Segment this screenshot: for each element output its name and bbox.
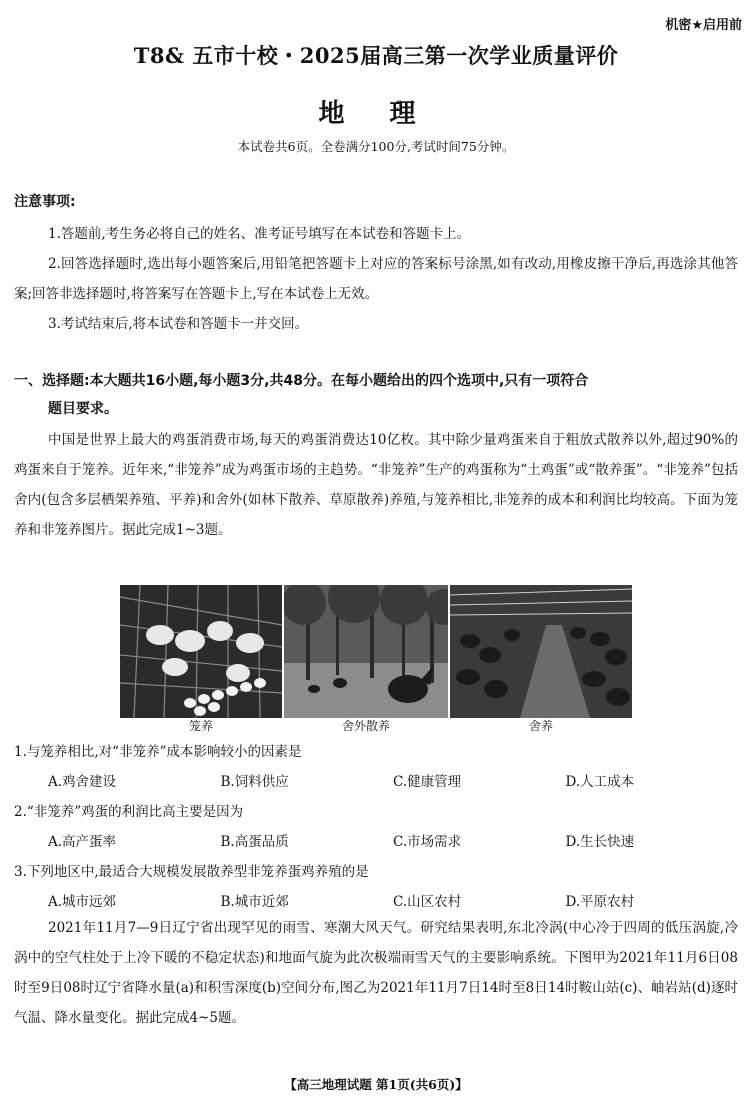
- confidential-mark: 机密★启用前: [665, 18, 742, 33]
- option-c: C.市场需求: [393, 834, 462, 850]
- note-item: 1.答题前,考生务必将自己的姓名、准考证号填写在本试卷和答题卡上。: [48, 226, 471, 242]
- cage-photo: [120, 585, 282, 718]
- option-b: B.城市近郊: [220, 894, 289, 910]
- question-3: [14, 857, 738, 917]
- question-stem: 3.下列地区中,最适合大规模发展散养型非笼养蛋鸡养殖的是: [14, 864, 369, 880]
- option-d: D.人工成本: [565, 774, 635, 790]
- passage-liaoning-weather: 2021年11月7—9日辽宁省出现罕见的雨雪、寒潮大风天气。研究结果表明,东北冷涡(中心冷于四周的低压涡旋,冷涡中的空气柱处于上冷下暖的不稳定状态)和地面气旋为此次极端雨雪天气的主要影响系统。下图甲为2021年11月6日08时至9日08时辽宁省降水量(a)和积雪深度(b)空间分布,图乙为2021年11月7日14时至8日14时鞍山站(c)、岫岩站(d)逐时气温、降水量变化。据此完成4~5题。: [14, 920, 738, 1026]
- option-a: A.鸡舍建设: [48, 774, 117, 790]
- option-d: D.生长快速: [565, 834, 635, 850]
- option-b: B.高蛋品质: [220, 834, 289, 850]
- question-stem: 1.与笼养相比,对“非笼养”成本影响较小的因素是: [14, 744, 302, 760]
- free-range-photo: [284, 585, 448, 718]
- passage-eggs: 中国是世界上最大的鸡蛋消费市场,每天的鸡蛋消费达10亿枚。其中除少量鸡蛋来自于粗放式散养以外,超过90%的鸡蛋来自于笼养。近年来,“非笼养”成为鸡蛋市场的主趋势。“非笼养”生产的鸡蛋称为“土鸡蛋”或“散养蛋”。“非笼养”包括舍内(包含多层栖架养殖、平养)和舍外(如林下散养、草原散养)养殖,与笼养相比,非笼养的成本和利润比均较高。下面为笼养和非笼养图片。据此完成1~3题。: [14, 432, 738, 538]
- option-c: C.健康管理: [393, 774, 462, 790]
- question-stem: 2.“非笼养”鸡蛋的利润比高主要是因为: [14, 804, 244, 820]
- subject-title: 地 理: [318, 99, 434, 129]
- section-heading: [14, 367, 738, 423]
- option-a: A.高产蛋率: [48, 834, 117, 850]
- question-1: [14, 737, 738, 797]
- page-footer: 【高三地理试题 第1页(共6页)】: [284, 1077, 468, 1092]
- indoor-photo: [450, 585, 632, 718]
- option-c: C.山区农村: [393, 894, 462, 910]
- notes-list: [14, 219, 738, 339]
- section-heading-line1: 一、选择题:本大题共16小题,每小题3分,共48分。在每小题给出的四个选项中,只有一项符合: [14, 373, 589, 389]
- caption-indoor: 舍养: [528, 719, 553, 733]
- exam-info: 本试卷共6页。全卷满分100分,考试时间75分钟。: [237, 139, 515, 154]
- note-item: 3.考试结束后,将本试卷和答题卡一并交回。: [48, 316, 309, 332]
- caption-free-range: 舍外散养: [341, 719, 390, 733]
- option-b: B.饲料供应: [220, 774, 289, 790]
- notes-heading: 注意事项:: [14, 194, 76, 210]
- photo-strip: [120, 585, 632, 718]
- caption-cage: 笼养: [188, 719, 213, 733]
- section-heading-line2: 题目要求。: [48, 401, 118, 417]
- note-item: 2.回答选择题时,选出每小题答案后,用铅笔把答题卡上对应的答案标号涂黑,如有改动,用橡皮擦干净后,再选涂其他答案;回答非选择题时,将答案写在答题卡上,写在本试卷上无效。: [14, 256, 738, 302]
- question-2: [14, 797, 738, 857]
- option-d: D.平原农村: [565, 894, 635, 910]
- exam-title: T8& 五市十校・2025届高三第一次学业质量评价: [133, 43, 619, 68]
- option-a: A.城市远郊: [48, 894, 117, 910]
